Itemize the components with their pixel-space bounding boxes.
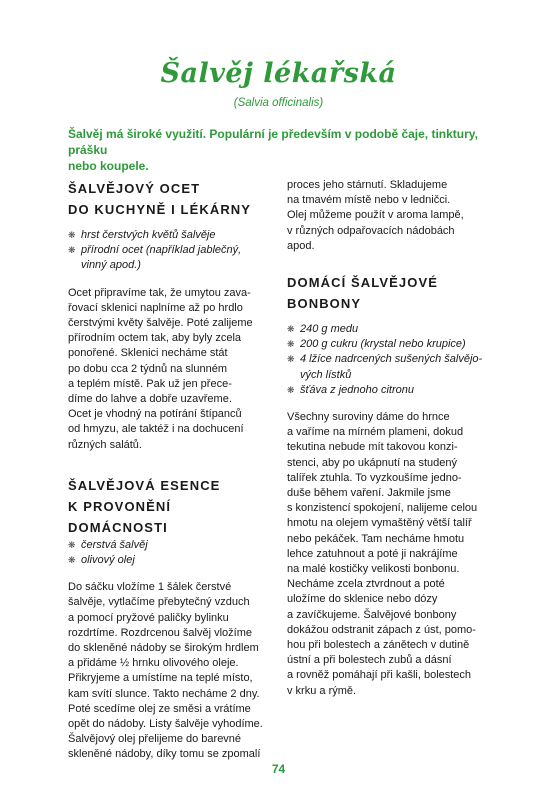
text-line: lehce zatuhnout a poté ji nakrájíme [287,547,458,560]
text-line: a pomocí pryžové paličky bylinku [68,611,229,624]
text-line: ústní a při bolestech zubů a dásní [287,654,452,667]
text-line: v krku a rýmě. [287,684,357,697]
text-line: apod. [287,239,315,252]
text-line: proces jeho stárnutí. Skladujeme [287,179,448,191]
ingredient-item: ❋ čerstvá šalvěj [68,538,268,553]
ingredient-item-continued: vinný apod.) [81,259,141,272]
text-line: nebo pekáček. Tam necháme hmotu [287,532,465,545]
text-line: a rovněž pomáhají při kašli, bolestech [287,669,472,682]
text-line: Necháme zcela ztvrdnout a poté [287,578,445,591]
text-line: a přidáme ½ hrnku olivového oleje. [68,657,239,670]
bullet-icon: ❋ [287,354,295,365]
text-line: Ocet připravíme tak, že umytou zava- [68,286,251,299]
text-line: hou při bolestech a zánětech v dutině [287,639,470,652]
text-line: s konzistencí spokojení, nalijeme celou [287,502,478,515]
intro-line: Šalvěj má široké využití. Populární je především v podobě čaje, tinktury, prášku [68,127,478,157]
text-line: řovací sklenici naplníme až po hrdlo [68,301,243,314]
section-heading: BONBONY [287,296,362,312]
ingredient-item: ❋ hrst čerstvých květů šalvěje [68,228,268,243]
section-ocet [68,178,268,453]
page-title: Šalvěj lékařská [160,58,397,89]
ingredient-item: ❋ 4 lžíce nadrcených sušených šalvějo- [287,352,492,367]
section-bonbony [287,272,492,699]
ingredient-item-continued: vých lístků [300,368,352,381]
section-heading: DO KUCHYNĚ I LÉKÁRNY [68,202,252,217]
bullet-icon: ❋ [68,555,76,566]
section-text [68,286,268,453]
bullet-icon: ❋ [68,245,76,256]
section-text [68,580,268,762]
ingredient-item: ❋ 200 g cukru (krystal nebo krupice) [287,337,492,352]
page-number: 74 [271,762,286,776]
ingredient-item: ❋ šťáva z jednoho citronu [287,383,492,398]
section-heading: ŠALVĚJOVÁ ESENCE [68,477,221,493]
bullet-icon: ❋ [287,339,295,350]
text-line: od hmyzu, ale taktéž i na dochucení [68,423,244,436]
text-line: Ocet je vhodný na potírání štípanců [68,408,242,421]
text-line: hmotu na olejem vymaštěný větší talíř [287,517,472,530]
section-heading: DOMÁCÍ ŠALVĚJOVÉ [287,275,438,291]
section-text-continued [287,178,492,254]
intro-text [68,126,488,174]
text-line: duše během vaření. Jakmile jsme [287,487,451,500]
ingredient-item: ❋ přírodní ocet (například jablečný, [68,243,268,258]
section-heading: ŠALVĚJOVÝ OCET [68,181,201,196]
bullet-icon: ❋ [287,324,295,335]
section-heading: DOMÁCNOSTI [68,519,168,535]
text-line: talířek ztuhla. To vyzkoušíme jedno- [287,471,462,484]
text-line: na tmavém místě nebo v ledničci. [287,194,451,207]
text-line: Všechny suroviny dáme do hrnce [287,411,450,424]
text-line: Přikryjeme a umístíme na teplé místo, [68,672,253,685]
text-line: čerstvými květy šalvěje. Poté zalijeme [68,317,253,330]
text-line: uložíme do sklenice nebo dózy [287,593,438,606]
bullet-icon: ❋ [68,539,76,550]
text-line: šalvěje, vytlačíme přebytečný vzduch [68,596,250,609]
text-line: dokážou odstranit zápach z úst, pomo- [287,623,476,636]
text-line: stenci, aby po ukápnutí na studený [287,456,458,469]
section-heading: K PROVONĚNÍ [68,498,172,514]
text-line: po dobu cca 2 týdnů na slunném [68,362,228,375]
text-line: tekutina nebude mít takovou konzi- [287,441,458,454]
intro-line: nebo koupele. [68,159,149,173]
latin-name: (Salvia officinalis) [233,97,324,109]
section-esence [68,475,268,763]
text-line: na malé kostičky velikosti bonbonu. [287,563,460,576]
text-line: rozdrtíme. Rozdrcenou šalvěj vložíme [68,626,253,639]
text-line: v různých odpařovacích nádobách [287,224,455,237]
text-line: Šalvějový olej přelijeme do barevné [68,733,242,746]
text-line: opět do nádoby. Listy šalvěje vyhodíme. [68,718,263,731]
ingredient-item: ❋ olivový olej [68,553,268,568]
section-text [287,410,492,699]
text-line: díme do lahve a dobře uzavřeme. [68,393,232,406]
bullet-icon: ❋ [287,384,295,395]
text-line: skleněné nádoby, díky tomu se zpomalí [68,748,261,761]
text-line: různých salátů. [68,438,142,451]
text-line: ponořené. Sklenici necháme stát [68,347,228,360]
left-column [68,178,268,763]
text-line: a teplém místě. Pak už jen přece- [68,377,232,390]
text-line: kam svítí slunce. Takto necháme 2 dny. [68,687,260,700]
right-column [287,178,492,699]
bullet-icon: ❋ [68,230,76,240]
text-line: a vaříme na mírném plameni, dokud [287,426,464,439]
text-line: do skleněné nádoby se širokým hrdlem [68,642,259,655]
text-line: Poté scedíme olej ze směsi a vrátíme [68,702,251,715]
text-line: Olej můžeme použít v aroma lampě, [287,209,464,222]
text-line: Do sáčku vložíme 1 šálek čerstvé [68,581,232,594]
text-line: přírodním octem tak, aby byly zcela [68,332,242,345]
text-line: a zavíčkujeme. Šalvějové bonbony [287,608,457,621]
ingredient-item: ❋ 240 g medu [287,322,492,337]
